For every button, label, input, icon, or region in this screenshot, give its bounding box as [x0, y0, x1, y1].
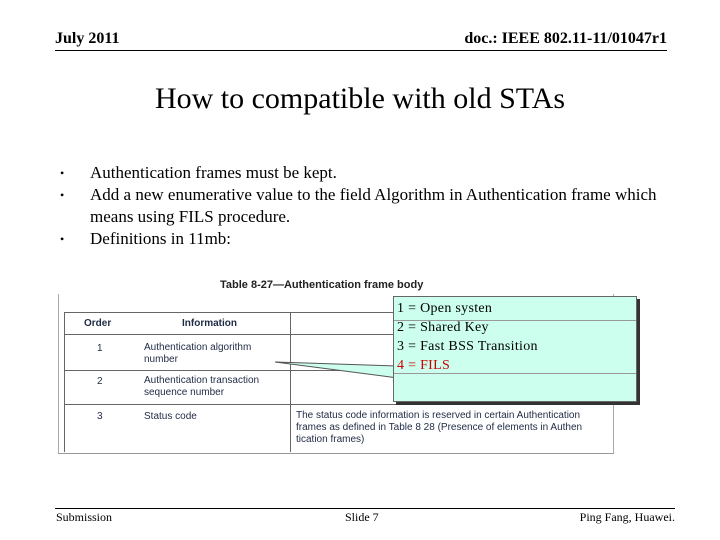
header-date: July 2011: [55, 30, 120, 47]
table-cell-notes: The status code information is reserved in certain Authentication frames as defined in Table 8 28 (Presence of elements in Authen tication frames): [296, 410, 583, 445]
table-cell-order: 2: [97, 376, 103, 387]
bullet-text: Definitions in 11mb:: [90, 229, 232, 248]
bullet-icon: •: [60, 232, 65, 246]
table-cell-order: 1: [97, 343, 103, 354]
footer-slide-number: Slide 7: [345, 510, 379, 524]
footer-rule: [55, 508, 675, 509]
bullet-icon: •: [60, 166, 65, 180]
callout-item: 2 = Shared Key: [397, 320, 489, 335]
bullet-text: Add a new enumerative value to the field Algorithm in Authentication frame which means using FILS procedure.: [90, 185, 657, 226]
callout-item-highlight: 4 = FILS: [397, 358, 451, 373]
header-doc-id: doc.: IEEE 802.11-11/01047r1: [464, 30, 667, 47]
algorithm-values-callout: [393, 296, 637, 402]
slide-title: How to compatible with old STAs: [154, 82, 566, 115]
table-header-order: Order: [84, 318, 112, 329]
table-caption: Table 8-27—Authentication frame body: [220, 279, 424, 291]
table-header-information: Information: [182, 318, 237, 329]
table-cell-info: Authentication algorithm number: [144, 342, 252, 365]
callout-item: 1 = Open systen: [397, 301, 493, 316]
callout-item: 3 = Fast BSS Transition: [397, 339, 538, 354]
footer-submission: Submission: [56, 510, 113, 524]
footer-author: Ping Fang, Huawei.: [579, 510, 675, 524]
bullet-icon: •: [60, 188, 65, 202]
table-cell-order: 3: [97, 411, 103, 422]
table-cell-info: Status code: [144, 411, 197, 422]
bullet-text: Authentication frames must be kept.: [90, 163, 337, 182]
table-cell-info: Authentication transaction sequence number: [144, 375, 260, 398]
